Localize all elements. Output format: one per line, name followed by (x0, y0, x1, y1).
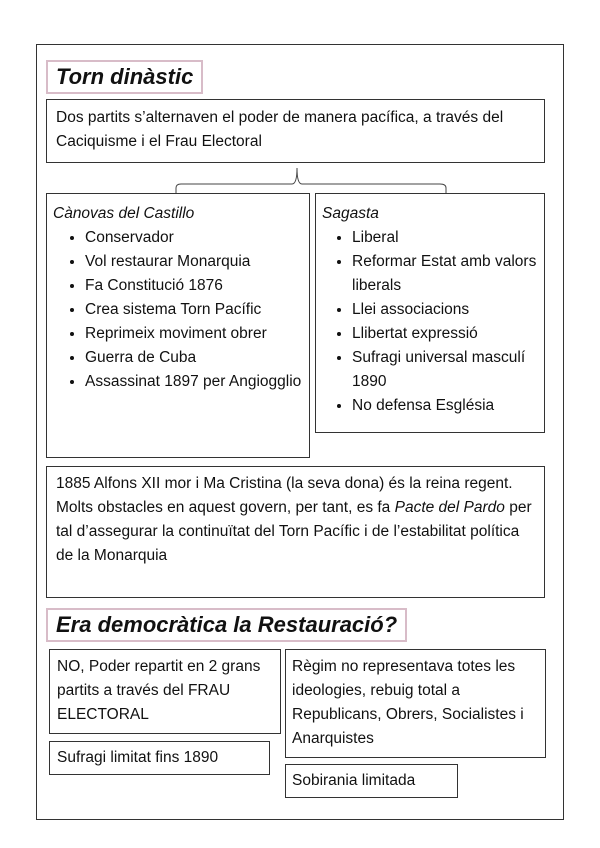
box-regim (285, 649, 546, 758)
box-no-text: NO, Poder repartit en 2 grans partits a través del FRAU ELECTORAL (57, 658, 261, 723)
regency-text (56, 472, 535, 568)
box-regim-text: Règim no representava totes les ideologies, rebuig total a Republicans, Obrers, Socialistes i Anarquistes (292, 658, 524, 747)
list-item: • Guerra de Cuba (85, 346, 303, 370)
box-sufragi-text: Sufragi limitat fins 1890 (57, 749, 219, 766)
list-item: • Reprimeix moviment obrer (85, 322, 303, 346)
list-item: • Assassinat 1897 per Angiogglio (85, 370, 303, 394)
regency-emphasis: Pacte del Pardo (394, 499, 505, 516)
box-sobirania-text: Sobirania limitada (292, 772, 416, 789)
list-item: • Liberal (352, 226, 538, 250)
regency-text-part1: 1885 Alfons XII mor i Ma Cristina (la seva dona) és la reina regent. Molts obstacles en aquest govern, per tant, es fa (56, 475, 513, 516)
section-title-democracia: Era democràtica la Restauració? (46, 608, 407, 642)
list-item: • Llei associacions (352, 298, 538, 322)
regency-text-part2: per tal d’assegurar la continuïtat del Torn Pacífic i de l’estabilitat política de la Monarquia (56, 499, 532, 564)
intro-text: Dos partits s’alternaven el poder de manera pacífica, a través del Caciquisme i el Frau Electoral (56, 109, 504, 150)
list-item: • Sufragi universal masculí 1890 (352, 346, 538, 394)
list-item: • Vol restaurar Monarquia (85, 250, 303, 274)
sagasta-list (322, 226, 538, 418)
box-sobirania (285, 764, 458, 798)
list-item: • Llibertat expressió (352, 322, 538, 346)
list-item: • Fa Constitució 1876 (85, 274, 303, 298)
canovas-list (53, 226, 303, 394)
box-sufragi (49, 741, 270, 775)
list-item: • Conservador (85, 226, 303, 250)
regency-box (46, 466, 545, 598)
box-no-poder-repartit (49, 649, 281, 734)
list-item: • No defensa Església (352, 394, 538, 418)
canovas-heading: Cànovas del Castillo (53, 205, 195, 222)
sagasta-box (315, 193, 545, 433)
list-item: • Crea sistema Torn Pacífic (85, 298, 303, 322)
section-title-torn-dinastic: Torn dinàstic (46, 60, 203, 94)
list-item: • Reformar Estat amb valors liberals (352, 250, 538, 298)
canovas-box (46, 193, 310, 458)
sagasta-heading: Sagasta (322, 205, 379, 222)
